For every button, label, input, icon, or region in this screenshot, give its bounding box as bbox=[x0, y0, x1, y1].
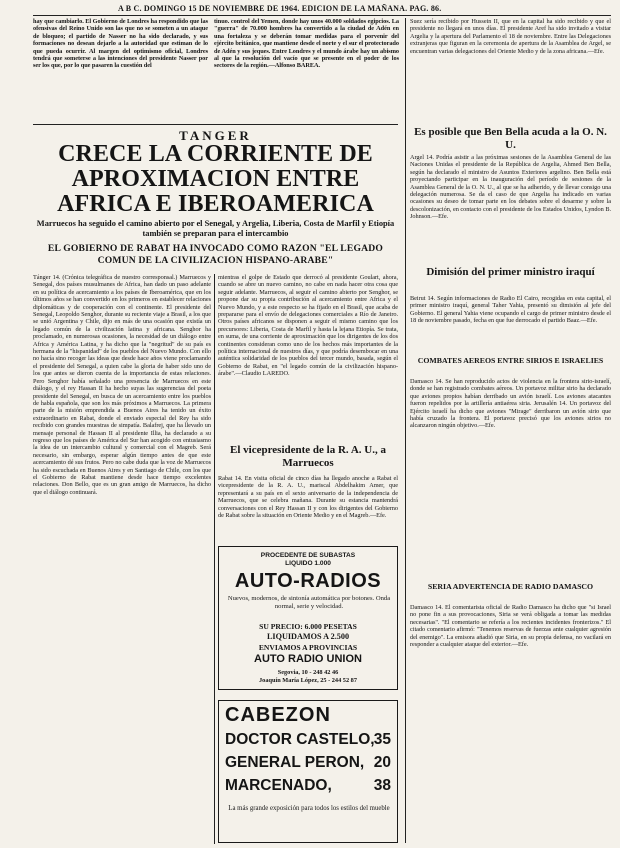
right-top-text: Suez sería recibido por Hussein II, que en la capital ha sido recibido y que el presidente no llegará en unos días. El presidente Aref ha sido invitado a visitar Argelia y la apertura del Parlamento el 18 de noviembre. Entre las Delegaciones extranjeras que figuran en la ceremonia de apertura de la Asamblea de Argel, se encuentran varias delegaciones del Oriente Medio y de la zona africana.—Efe. bbox=[410, 18, 611, 55]
cabezon-number-1: 35 bbox=[373, 731, 391, 748]
ad-address-2: Joaquín María López, 25 - 244 52 87 bbox=[259, 677, 357, 684]
ad-address-1: Segovia, 10 - 248 42 46 bbox=[277, 669, 339, 676]
ad-description: Nuevos, modernos, de sintonía automática por botones. Onda normal, serie y velocidad. bbox=[227, 595, 391, 610]
iraq-body: Beirut 14. Según informaciones de Radio El Cairo, recogidas en esta capital, el primer ministro iraquí, general Taher Yahia, presentó su dimisión al jefe del Gobierno. El general Yahia viene ocupando el cargo de primer ministro desde el 18 de noviembre pasado, fecha en que fue derrocado el partido Baaz.—Efe. bbox=[410, 295, 611, 325]
auto-radios-ad bbox=[218, 546, 398, 690]
kicker-tanger: TANGER bbox=[179, 128, 252, 143]
ad-title: AUTO-RADIOS bbox=[234, 570, 382, 592]
cabezon-footer: La más grande exposición para todos los estilos del mueble bbox=[228, 805, 390, 812]
radio-headline: SERIA ADVERTENCIA DE RADIO DAMASCO bbox=[427, 582, 594, 591]
ad-pre-line-2: LIQUIDO 1.000 bbox=[285, 560, 331, 567]
page-header: A B C. DOMINGO 15 DE NOVIEMBRE DE 1964. EDICION DE LA MAÑANA. PAG. 86. bbox=[118, 4, 442, 13]
inner-column-rule bbox=[214, 274, 215, 844]
section-rule bbox=[33, 124, 398, 125]
ad-pre-line-1: PROCEDENTE DE SUBASTAS bbox=[260, 552, 356, 559]
cabezon-number-3: 38 bbox=[373, 777, 391, 794]
vice-headline: El vicepresidente de la R. A. U., a Marruecos bbox=[230, 444, 386, 469]
cabezon-address-2: GENERAL PERON, bbox=[225, 754, 365, 771]
header-rule bbox=[33, 15, 611, 16]
radio-body: Damasco 14. El comentarista oficial de Radio Damasco ha dicho que "si Israel no pone fin a sus provocaciones, Siria se verá obligada a tomar las medidas necesarias". "El comentario se refería a los recientes incidentes fronterizos." El citado comentario afirmó: "Tenemos reservas de fuerzas ante cualquier agresión del enemigo". La emisora añadió que Siria, en su propia defensa, no vacilará en responder a cualquier ataque del exterior.—Efe. bbox=[410, 604, 611, 649]
top-story-col1: hay que cambiarlo. El Gobierno de Londres ha respondido que las ofensivas del Reino Unido son las que no se someten a un ataque de bloqueo; el partido de Nasser no ha sido declarado, y sus formaciones no desean dejarlo a la autoridad que estiman de lo que pueda ocurrir. Al margen del optimismo oficial, Londres tendrá que someterse a las intenciones del presidente Nasser por ser los que, por lo que pasaren la cuestión del bbox=[33, 18, 208, 70]
cabezon-address-3: MARCENADO, bbox=[225, 777, 332, 794]
main-headline: CRECE LA CORRIENTE DE APROXIMACION ENTRE AFRICA E IBEROAMERICA bbox=[57, 141, 374, 217]
cabezon-ad bbox=[218, 700, 398, 843]
cabezon-address-1: DOCTOR CASTELO, bbox=[225, 731, 375, 748]
subhead: EL GOBIERNO DE RABAT HA INVOCADO COMO RAZON "EL LEGADO COMUN DE LA CIVILIZACION HISPANO-ARABE" bbox=[47, 243, 384, 266]
iraq-headline: Dimisión del primer ministro iraquí bbox=[426, 266, 595, 278]
top-story-col2: tinuo. control del Yemen, donde hay unos 40.000 soldados egipcios. La "guerra" de 70.000 hombres ha convertido a la ciudad de Adén en una fortaleza y se deberán tomar medidas para el porvenir del ejército británico, que mantiene desde el norte y el sur el protectorado de Adén y sus jeques. Entre Londres y el mundo árabe hay un abismo al que la resolución del vacío que se presente en el poder de los sectores de la región.—Alfonso BAREA. bbox=[214, 18, 399, 70]
ben-bella-body: Argel 14. Podría asistir a las próximas sesiones de la Asamblea General de las Naciones Unidas el presidente de la República de Argelia, Ahmed Ben Bella, según ha declarado el ministro de Asuntos Exteriores argelino. Ben Bella está proyectando participar en la inauguración del período de sesiones de la Asamblea General de la O. N. U., al que se ha adherido, y de llevar consigo una delegación numerosa. Se da el caso de que Argelia ha indicado en varias ocasiones su deseo de tomar parte en los debates sobre el desarme y sobre la descolonización, en contacto con el presidente de los Estados Unidos, Lyndon B. Johnson.—Efe. bbox=[410, 154, 611, 221]
ben-bella-headline: Es posible que Ben Bella acuda a la O. N. U. bbox=[414, 126, 607, 151]
ad-shipping: ENVIAMOS A PROVINCIAS bbox=[258, 643, 358, 652]
ad-price: SU PRECIO: 6.000 PESETAS bbox=[259, 622, 357, 631]
tanger-col2: mientras el golpe de Estado que derrocó al presidente Goulart, ahora, cuando se abre un nuevo camino, no cabe en nada hacer otra cosa que seguir adelante. Marruecos, al seguir el camino abierto por Senghor, se propone dar su propia contribución al acercamiento entre Africa y el Nuevo Mundo, y a este respecto se ha fijado en el Brasil, que acaba de prepararse para el envío de delegaciones comerciales a Río de Janeiro. Otros países africanos se disponen a seguir el mismo camino que los precursores: Liberia, Costa de Marfil y hasta la lejana Etiopía. Se trata, en suma, de una corriente de aproximación que los dirigentes de los dos continentes consideran como uno de los hechos más importantes de la política internacional de nuestros días, y que podría desembocar en una auténtica solidaridad de los pueblos del tercer mundo, basada, según el Gobierno de Rabat, en "el legado común de la civilización hispano-árabe".—Claudio LAREDO. bbox=[218, 274, 398, 378]
vice-body: Rabat 14. En visita oficial de cinco días ha llegado anoche a Rabat el vicepresidente de la R. A. U., mariscal Abdelhakim Amer, que representará a su país en el sexto aniversario de la independencia de Marruecos, que se celebra mañana. Durante su estancia mantendrá conversaciones con el Rey Hassan II y con los dirigentes del Gobierno de Rabat sobre la situación en Oriente Medio y en el Magreb.—Efe. bbox=[218, 475, 398, 520]
deck: Marruecos ha seguido el camino abierto por el Senegal, y Argelia, Liberia, Costa de Marfil y Etiopía también se preparan para el intercambio bbox=[36, 219, 395, 238]
tanger-col1: Tánger 14. (Crónica telegráfica de nuestro corresponsal.) Marruecos y Senegal, dos países musulmanes de Africa, han dado un paso adelante en su política de acercamiento a los países de Iberoamérica, que en los últimos años se han convertido en los primeros en establecer relaciones diplomáticas y de cooperación con el continente. El presidente del Senegal, Leopoldo Senghor, durante su reciente viaje a Brasil, a los que se unió Argentina y Chile, dijo en más de una ocasión que existía un legado común de la civilización latina y africana. Senghor ha proclamado, en numerosas ocasiones, la necesidad de un diálogo entre Africa y América Latina, y ha dicho que la "negritud" de su país es hermana de la "hispanidad" de los pueblos del Nuevo Mundo. Con ello no hacía sino recoger las ideas que desde hace años viene proclamando el presidente del Senegal, a quien cabe la gloria de haber sido uno de los que antes se dieron cuenta de la importancia de estas relaciones. Pero Senghor había señalado una presencia de Marruecos en este diálogo, y el rey Hassan II ha hecho suyas las sugerencias del poeta presidente del Senegal, en busca de un acercamiento entre los pueblos de habla española, que son los más próximos a Marruecos. La primera parte de la misión emprendida a Buenos Aires ha tenido un éxito extraordinario en Rabat, donde el enviado especial del Rey ha sido recibido con grandes muestras de simpatía. Balafrej, que ha llevado un mensaje personal de Hassan II al presidente Illia, ha declarado a su regreso que los países de América del Sur han acogido con entusiasmo la idea de un intercambio cultural y comercial con el Magreb. Será necesario, sin embargo, esperar algún tiempo antes de que este acercamiento dé sus frutos. Pero no cabe duda que la voz de Marruecos ha sido escuchada en Buenos Aires y en Santiago de Chile, con los que el Gobierno de Rabat mantiene desde hace tiempo excelentes relaciones. Don Bello, que es un gran amigo de Marruecos, ha dicho que el diálogo continuará. bbox=[33, 274, 211, 496]
column-rule bbox=[405, 18, 406, 843]
combat-body: Damasco 14. Se han reproducido actos de violencia en la frontera sirio-israelí, donde se han registrado combates aéreos. Un portavoz militar sirio ha declarado que aviones propios habían derribado un avión israelí. Los aviones atacantes fueron repelidos por la artillería antiaérea siria. Jerusalén 14. Un portavoz del Ejército israelí ha dicho que aviones "Mirage" derribaron un avión sirio que había cruzado la frontera. El portavoz precisó que los aviones sirios no alcanzaron ningún objetivo.—Efe. bbox=[410, 378, 611, 430]
ad-liquidation: LIQUIDAMOS A 2.500 bbox=[266, 632, 350, 641]
cabezon-number-2: 20 bbox=[373, 754, 391, 771]
combat-headline: COMBATES AEREOS ENTRE SIRIOS E ISRAELIES bbox=[417, 356, 604, 365]
cabezon-brand: CABEZON bbox=[225, 704, 331, 726]
ad-shop-name: AUTO RADIO UNION bbox=[254, 653, 362, 665]
